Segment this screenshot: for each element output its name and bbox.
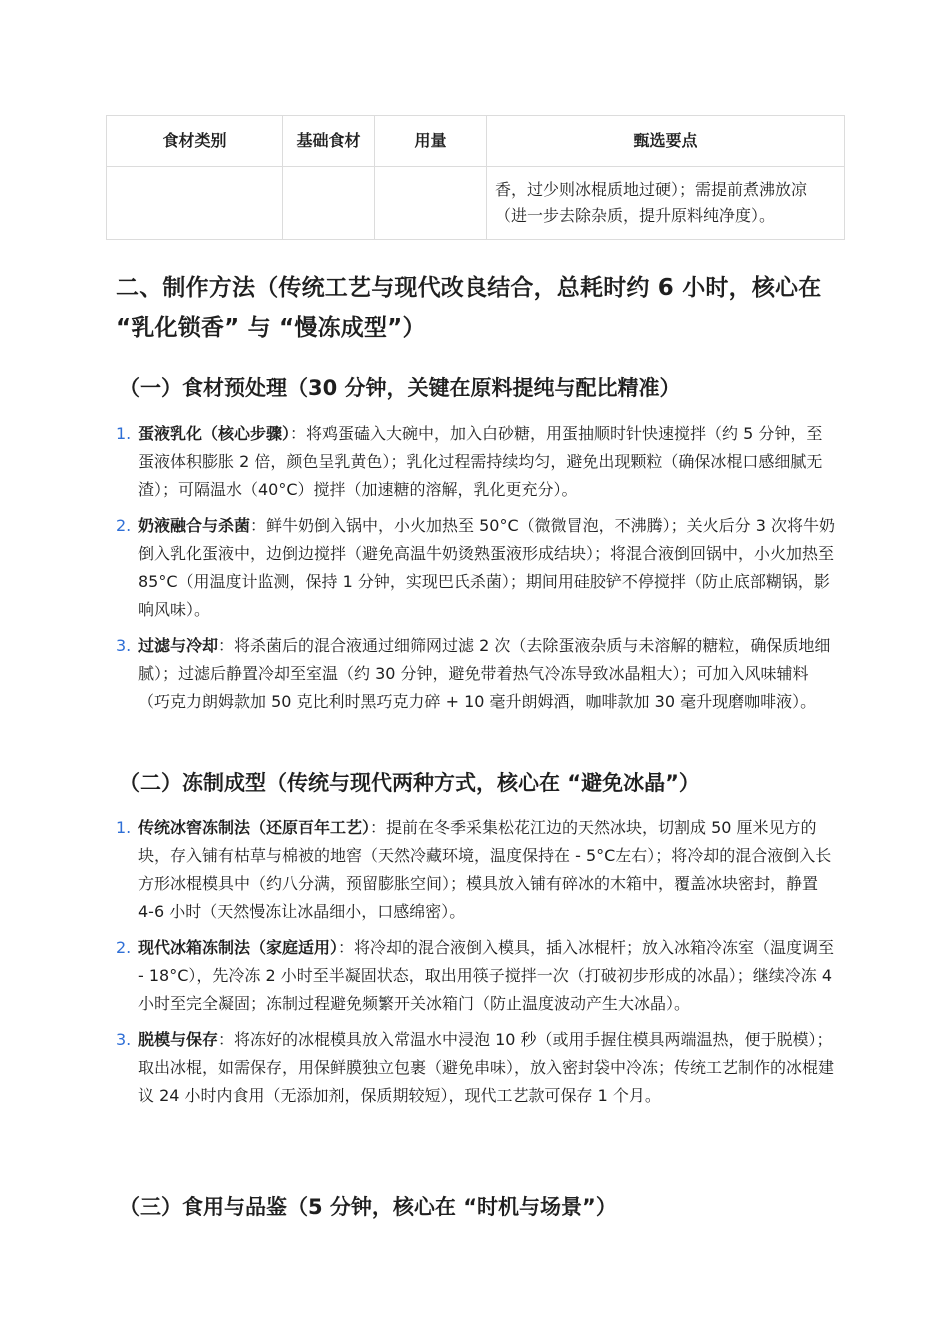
steps-list-preprocessing <box>116 420 838 724</box>
step-label: 脱模与保存 <box>138 1030 219 1049</box>
table-cell <box>283 167 375 240</box>
list-item <box>116 420 838 504</box>
step-number: 1. <box>116 424 132 443</box>
step-number: 3. <box>116 636 132 655</box>
table-header-ingredient: 基础食材 <box>283 116 375 167</box>
table-header-row <box>107 116 845 167</box>
list-item <box>116 632 838 716</box>
step-number: 3. <box>116 1030 132 1049</box>
table-header-selection-tips: 甄选要点 <box>487 116 845 167</box>
step-text: ：提前在冬季采集松花江边的天然冰块，切割成 50 厘米见方的块，存入铺有枯草与棉被的地窖（天然冷藏环境，温度保持在 - 5°C左右）；将冷却的混合液倒入长方形冰棍模具中（约八分满，预留膨胀空间）；模具放入铺有碎冰的木箱中，覆盖冰块密封，静置 4-6 小时（天然慢冻让冰晶细小，口感绵密）。 <box>138 818 832 921</box>
table-cell: 香，过少则冰棍质地过硬）；需提前煮沸放凉（进一步去除杂质，提升原料纯净度）。 <box>487 167 845 240</box>
step-number: 2. <box>116 516 132 535</box>
subsection-title-tasting: （三）食用与品鉴（5 分钟，核心在 “时机与场景”） <box>119 1195 617 1219</box>
list-item <box>116 512 838 624</box>
ingredients-table <box>106 115 845 240</box>
step-label: 奶液融合与杀菌 <box>138 516 251 535</box>
step-text: ：将鸡蛋磕入大碗中，加入白砂糖，用蛋抽顺时针快速搅拌（约 5 分钟，至蛋液体积膨胀 2 倍，颜色呈乳黄色）；乳化过程需持续均匀，避免出现颗粒（确保冰棍口感细腻无渣）；可隔温水（40°C）搅拌（加速糖的溶解，乳化更充分）。 <box>138 424 823 499</box>
step-label: 过滤与冷却 <box>138 636 219 655</box>
table-cell <box>375 167 487 240</box>
subsection-title-preprocessing: （一）食材预处理（30 分钟，关键在原料提纯与配比精准） <box>119 376 681 400</box>
step-number: 2. <box>116 938 132 957</box>
step-text: ：将冻好的冰棍模具放入常温水中浸泡 10 秒（或用手握住模具两端温热，便于脱模）；取出冰棍，如需保存，用保鲜膜独立包裹（避免串味），放入密封袋中冷冻；传统工艺制作的冰棍建议 24 小时内食用（无添加剂，保质期较短），现代工艺款可保存 1 个月。 <box>138 1030 835 1105</box>
step-text: ：鲜牛奶倒入锅中，小火加热至 50°C（微微冒泡，不沸腾）；关火后分 3 次将牛奶倒入乳化蛋液中，边倒边搅拌（避免高温牛奶烫熟蛋液形成结块）；将混合液倒回锅中，小火加热至 85°C（用温度计监测，保持 1 分钟，实现巴氏杀菌）；期间用硅胶铲不停搅拌（防止底部糊锅，影响风味）。 <box>138 516 835 619</box>
table-header-amount: 用量 <box>375 116 487 167</box>
table-cell <box>107 167 283 240</box>
steps-list-freezing <box>116 814 838 1118</box>
table-row <box>107 167 845 240</box>
step-number: 1. <box>116 818 132 837</box>
section-title: 二、制作方法（传统工艺与现代改良结合，总耗时约 6 小时，核心在 “乳化锁香” 与 “慢冻成型”） <box>116 275 822 341</box>
step-label: 传统冰窖冻制法（还原百年工艺） <box>138 818 371 837</box>
step-label: 蛋液乳化（核心步骤） <box>138 424 291 443</box>
step-text: ：将杀菌后的混合液通过细筛网过滤 2 次（去除蛋液杂质与未溶解的糖粒，确保质地细腻）；过滤后静置冷却至室温（约 30 分钟，避免带着热气冷冻导致冰晶粗大）；可加入风味辅料（巧克力朗姆款加 50 克比利时黑巧克力碎 + 10 毫升朗姆酒，咖啡款加 30 毫升现磨咖啡液）。 <box>138 636 831 711</box>
step-text: ：将冷却的混合液倒入模具，插入冰棍杆；放入冰箱冷冻室（温度调至 - 18°C），先冷冻 2 小时至半凝固状态，取出用筷子搅拌一次（打破初步形成的冰晶）；继续冷冻 4 小时至完全凝固；冻制过程避免频繁开关冰箱门（防止温度波动产生大冰晶）。 <box>138 938 835 1013</box>
table-header-category: 食材类别 <box>107 116 283 167</box>
list-item <box>116 934 838 1018</box>
step-label: 现代冰箱冻制法（家庭适用） <box>138 938 339 957</box>
list-item <box>116 814 838 926</box>
list-item <box>116 1026 838 1110</box>
subsection-title-freezing: （二）冻制成型（传统与现代两种方式，核心在 “避免冰晶”） <box>119 771 700 795</box>
